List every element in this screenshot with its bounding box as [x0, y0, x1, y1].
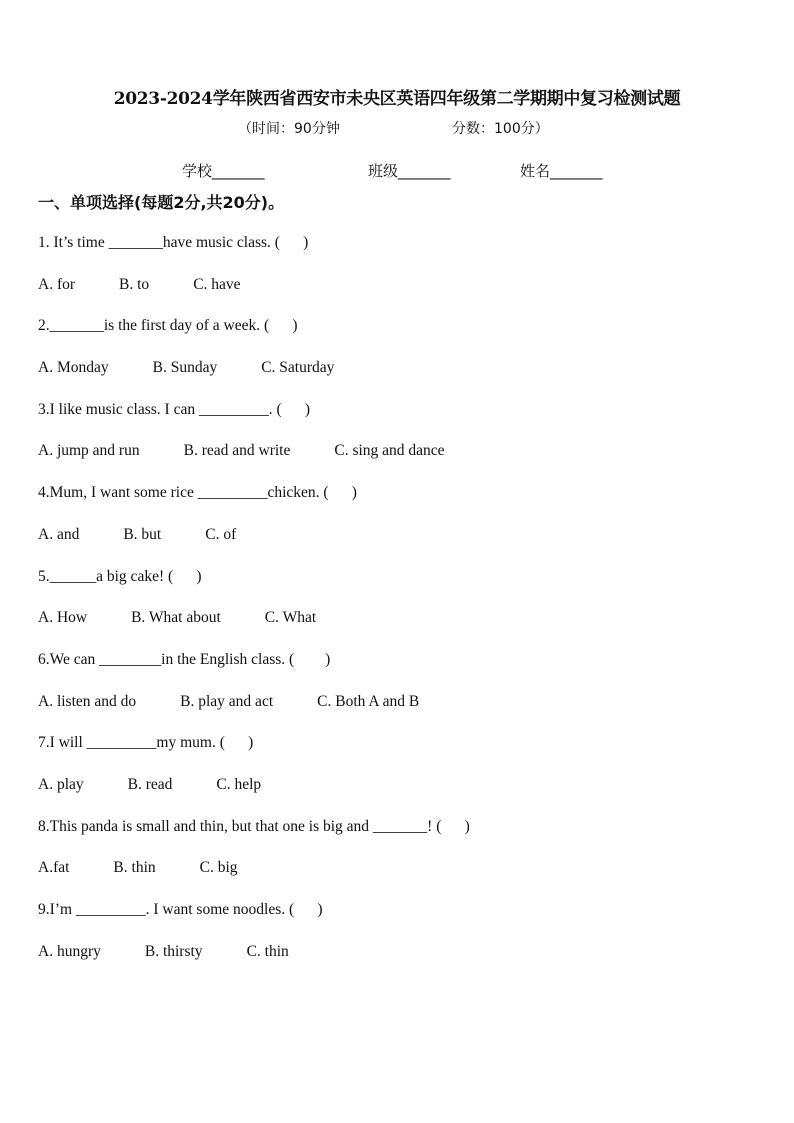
- option-c: C. help: [216, 775, 262, 793]
- class-field: 班级_______: [368, 162, 451, 180]
- option-b: B. thin: [113, 859, 156, 877]
- question-stem: 5.______a big cake! ( ): [38, 567, 202, 585]
- name-field: 姓名_______: [520, 162, 603, 180]
- option-c: C. of: [205, 525, 237, 543]
- option-a: A. hungry: [38, 942, 101, 960]
- exam-score: 分数：100分）: [452, 121, 549, 137]
- option-a: A. jump and run: [38, 442, 140, 460]
- question-options: [38, 941, 758, 983]
- option-b: B. Sunday: [152, 359, 218, 377]
- question-list: [38, 232, 758, 982]
- question-stem: 1. It’s time _______have music class. ( ): [38, 234, 309, 251]
- option-a: A. play: [38, 775, 84, 793]
- option-c: C. Both A and B: [317, 692, 420, 710]
- option-c: C. What: [264, 609, 317, 627]
- section-title: 一、单项选择(每题2分,共20分)。: [38, 193, 285, 212]
- question-options: [38, 440, 758, 482]
- option-c: C. big: [199, 859, 238, 877]
- option-a: A.fat: [38, 859, 70, 877]
- option-b: B. to: [119, 275, 150, 293]
- option-b: B. What about: [131, 609, 221, 627]
- option-a: A. for: [38, 275, 76, 293]
- option-b: B. read: [127, 775, 173, 793]
- exam-time: （时间：90分钟: [238, 121, 340, 137]
- option-a: A. listen and do: [38, 692, 137, 710]
- question-stem: 7.I will _________my mum. ( ): [38, 734, 254, 752]
- question-stem: 4.Mum, I want some rice _________chicken. ( ): [38, 484, 357, 502]
- question-stem: 8.This panda is small and thin, but that one is big and _______! ( ): [38, 817, 470, 835]
- option-b: B. play and act: [180, 692, 274, 710]
- option-a: A. How: [38, 609, 88, 627]
- question-stem: 9.I’m _________. I want some noodles. ( ): [38, 901, 323, 918]
- question-options: [38, 691, 758, 733]
- option-a: A. and: [38, 525, 80, 543]
- option-b: B. but: [123, 525, 162, 543]
- question-stem: 2._______is the first day of a week. ( ): [38, 317, 298, 335]
- question-options: [38, 274, 758, 316]
- question-stem: 3.I like music class. I can _________. ( ): [38, 400, 311, 418]
- exam-title: 2023-2024学年陕西省西安市未央区英语四年级第二学期期中复习检测试题: [113, 89, 681, 109]
- option-a: A. Monday: [38, 359, 109, 377]
- school-field: 学校_______: [182, 162, 265, 180]
- option-c: C. thin: [246, 942, 289, 960]
- option-b: B. thirsty: [144, 942, 203, 960]
- question-options: [38, 774, 758, 816]
- option-c: C. have: [193, 275, 241, 293]
- option-c: C. Saturday: [261, 359, 335, 377]
- option-c: C. sing and dance: [334, 442, 445, 460]
- question-options: [38, 524, 758, 566]
- question-options: [38, 607, 758, 649]
- question-options: [38, 857, 758, 899]
- question-stem: 6.We can ________in the English class. ( ): [38, 650, 331, 668]
- question-options: [38, 357, 758, 399]
- option-b: B. read and write: [183, 442, 291, 460]
